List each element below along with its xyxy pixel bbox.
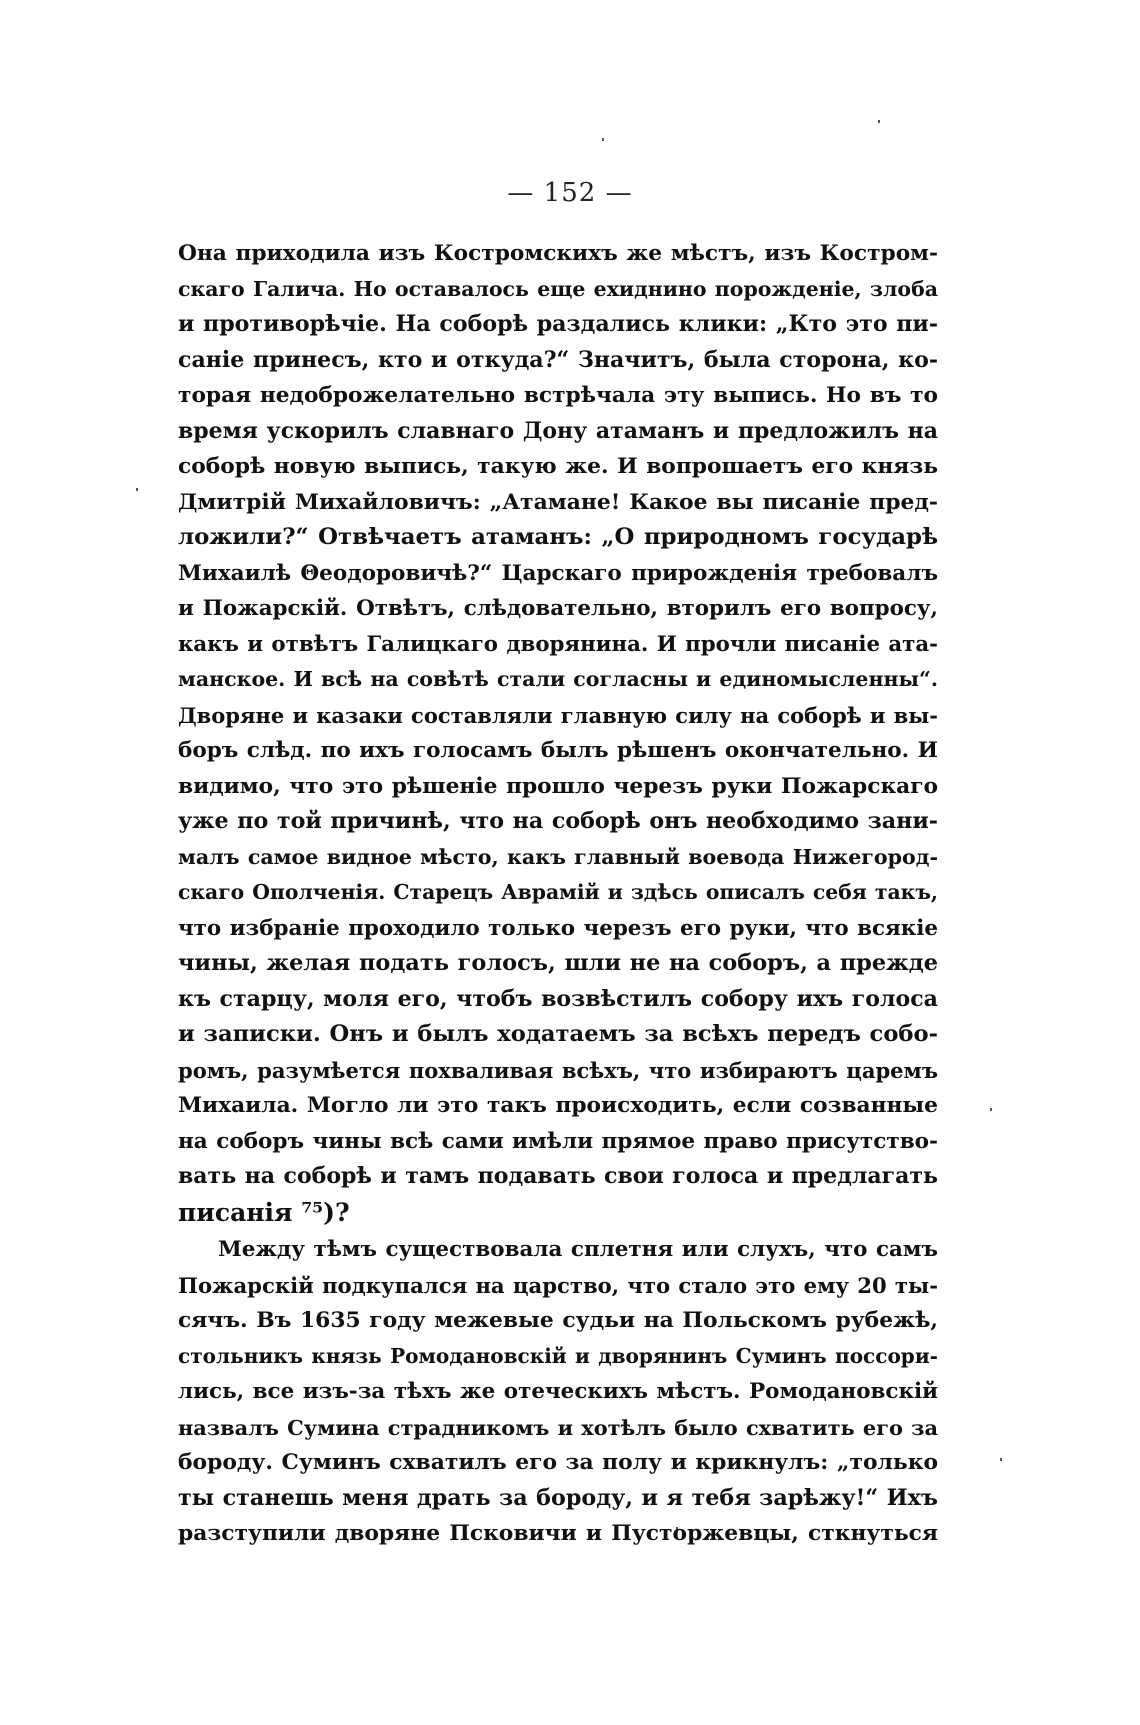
text-line: бороду. Суминъ схватилъ его за полу и крикнулъ: „только — [178, 1450, 938, 1475]
text-line: на соборъ чины всѣ сами имѣли прямое право присутство- — [178, 1128, 938, 1154]
text-line: саніе принесъ, кто и откуда?“ Значитъ, была сторона, ко- — [178, 346, 938, 373]
text-line: стольникъ князь Ромодановскій и дворянинъ Суминъ поссори- — [178, 1343, 938, 1368]
text-line: вать на соборѣ и тамъ подавать свои голоса и предлагать — [178, 1163, 938, 1189]
body-text — [178, 236, 938, 1552]
text-line: ты станешь меня драть за бороду, и я тебя зарѣжу!“ Ихъ — [178, 1484, 938, 1511]
text-line: торая недоброжелательно встрѣчала эту выпись. Но въ то — [178, 383, 938, 408]
text-line: Михаилѣ Θеодоровичѣ?“ Царскаго прирожденія требовалъ — [178, 560, 938, 586]
paragraph — [178, 236, 938, 1230]
text-line: скаго Ополченія. Старецъ Аврамій и здѣсь описалъ себя такъ, — [178, 880, 938, 904]
text-line: уже по той причинѣ, что на соборѣ онъ необходимо зани- — [178, 808, 938, 834]
text-line: разступили дворяне Псковичи и Пусторжевцы, сткнуться — [178, 1521, 938, 1546]
text-line: къ старцу, моля его, чтобъ возвѣстилъ собору ихъ голоса — [178, 985, 938, 1012]
text-line: видимо, что это рѣшеніе прошло черезъ руки Пожарскаго — [178, 773, 938, 799]
text-line: Михаила. Могло ли это такъ происходить, если созванные — [178, 1093, 938, 1118]
text-line: писанія ⁷⁵)? — [178, 1197, 350, 1227]
text-line: лись, все изъ-за тѣхъ же отеческихъ мѣстъ. Ромодановскій — [178, 1379, 938, 1404]
text-line: какъ и отвѣтъ Галицкаго дворянина. И прочли писаніе ата- — [178, 631, 938, 657]
text-line: Между тѣмъ существовала сплетня или слухъ, что самъ — [218, 1237, 938, 1262]
text-line: ложили?“ Отвѣчаетъ атаманъ: „О природномъ государѣ — [178, 524, 938, 550]
text-line: время ускорилъ славнаго Дону атаманъ и предложилъ на — [178, 417, 938, 444]
text-line: что избраніе проходило только черезъ его руки, что всякіе — [178, 915, 938, 941]
paragraph — [178, 1232, 938, 1552]
text-line: сячъ. Въ 1635 году межевые судьи на Польскомъ рубежѣ, — [178, 1308, 938, 1333]
text-line: соборѣ новую выпись, такую же. И вопрошаетъ его князь — [178, 454, 938, 479]
text-line: малъ самое видное мѣсто, какъ главный воевода Нижегород- — [178, 844, 938, 869]
text-line: Дворяне и казаки составляли главную силу на соборѣ и вы- — [178, 702, 938, 728]
text-line: и записки. Онъ и былъ ходатаемъ за всѣхъ передъ собо- — [178, 1021, 938, 1047]
text-line: назвалъ Сумина страдникомъ и хотѣлъ было схватить его за — [178, 1414, 938, 1440]
text-line: ромъ, разумѣется похваливая всѣхъ, что избираютъ царемъ — [178, 1057, 938, 1083]
page-number: — 152 — — [507, 178, 633, 208]
text-line: боръ слѣд. по ихъ голосамъ былъ рѣшенъ окончательно. И — [178, 738, 938, 763]
text-line: и противорѣчіе. На соборѣ раздались клики: „Кто это пи- — [178, 311, 938, 337]
text-line: манское. И всѣ на совѣтѣ стали согласны и единомысленны“. — [178, 667, 938, 691]
text-line: скаго Галича. Но оставалось еще ехиднино порожденіе, злоба — [178, 276, 938, 301]
text-line: Пожарскій подкупался на царство, что стало это ему 20 ты- — [178, 1272, 938, 1298]
text-line: чины, желая подать голосъ, шли не на соборъ, а прежде — [178, 950, 938, 976]
text-line: Она приходила изъ Костромскихъ же мѣстъ, изъ Костром- — [178, 241, 938, 266]
text-line: Дмитрій Михайловичъ: „Атамане! Какое вы писаніе пред- — [178, 488, 938, 515]
text-line: и Пожарскій. Отвѣтъ, слѣдовательно, вторилъ его вопросу, — [178, 596, 938, 621]
